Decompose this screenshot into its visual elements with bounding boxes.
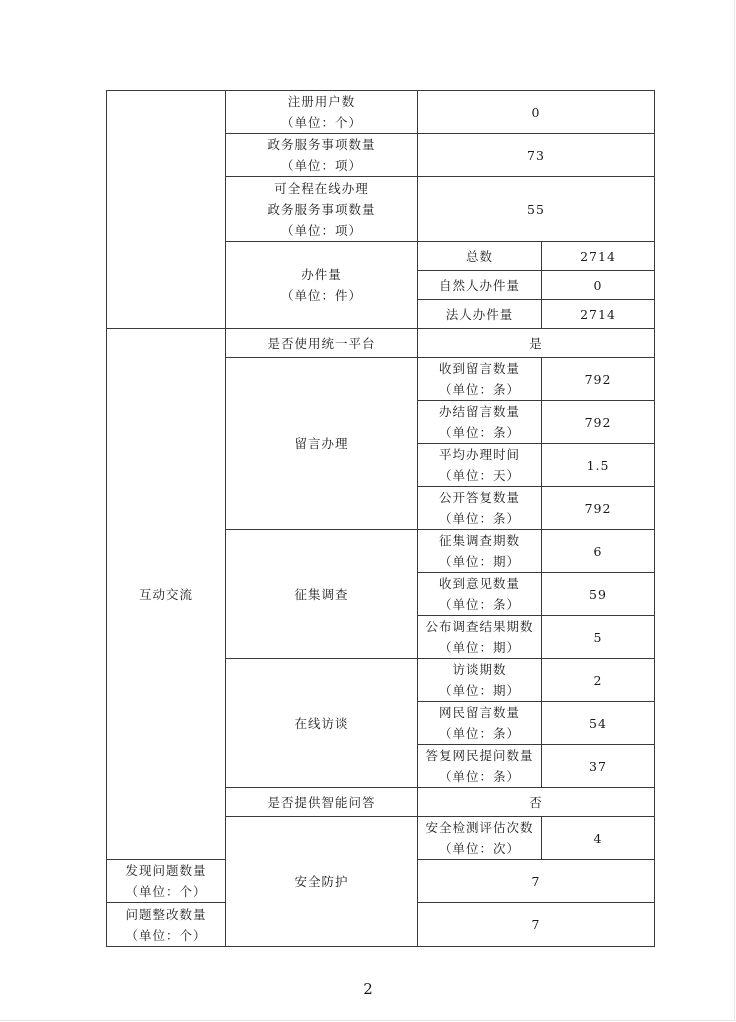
page-number: 2 [363,980,373,998]
row-label-checks: 安全检测评估次数 （单位：次） [418,817,542,860]
row-label-registered-users: 注册用户数 （单位：个） [226,91,418,134]
category-interaction: 互动交流 [107,329,226,860]
table-row [107,91,655,134]
sub-label-received: 收到留言数量 （单位：条） [418,358,542,401]
group-label-survey: 征集调查 [226,530,418,659]
value-answers: 37 [542,745,655,788]
row-label-fixed: 问题整改数量 （单位：个） [107,903,226,947]
row-label-handling: 办件量 （单位：件） [226,242,418,329]
value-registered-users: 0 [418,91,655,134]
sub-label-answers: 答复网民提问数量 （单位：条） [418,745,542,788]
sub-label-opinions: 收到意见数量 （单位：条） [418,573,542,616]
value-found: 7 [418,860,655,903]
value-smart-qa: 否 [418,788,655,817]
group-label-interview: 在线访谈 [226,659,418,788]
value-received: 792 [542,358,655,401]
sub-label-published: 公布调查结果期数 （单位：期） [418,616,542,659]
value-unified-platform: 是 [418,329,655,358]
row-label-unified-platform: 是否使用统一平台 [226,329,418,358]
value-interview-periods: 2 [542,659,655,702]
sub-label-resolved: 办结留言数量 （单位：条） [418,401,542,444]
value-online-items: 55 [418,177,655,242]
category-cell-continued [107,91,226,329]
value-resolved: 792 [542,401,655,444]
value-opinions: 59 [542,573,655,616]
sub-label-total: 总数 [418,242,542,271]
report-table [106,90,655,947]
value-published: 5 [542,616,655,659]
row-label-service-items: 政务服务事项数量 （单位：项） [226,134,418,177]
sub-label-legal: 法人办件量 [418,300,542,329]
value-fixed: 7 [418,903,655,947]
sub-label-survey-periods: 征集调查期数 （单位：期） [418,530,542,573]
sub-label-avg-time: 平均办理时间 （单位：天） [418,444,542,487]
sub-label-netizen-messages: 网民留言数量 （单位：条） [418,702,542,745]
group-label-messages: 留言办理 [226,358,418,530]
row-label-found: 发现问题数量 （单位：个） [107,860,226,903]
value-checks: 4 [542,817,655,860]
value-service-items: 73 [418,134,655,177]
sub-label-public-replies: 公开答复数量 （单位：条） [418,487,542,530]
row-label-online-items: 可全程在线办理 政务服务事项数量 （单位：项） [226,177,418,242]
value-public-replies: 792 [542,487,655,530]
value-legal: 2714 [542,300,655,329]
row-label-smart-qa: 是否提供智能问答 [226,788,418,817]
value-netizen-messages: 54 [542,702,655,745]
table-row [107,329,655,358]
value-survey-periods: 6 [542,530,655,573]
category-security: 安全防护 [226,817,418,947]
sub-label-interview-periods: 访谈期数 （单位：期） [418,659,542,702]
value-natural: 0 [542,271,655,300]
value-total: 2714 [542,242,655,271]
value-avg-time: 1.5 [542,444,655,487]
sub-label-natural: 自然人办件量 [418,271,542,300]
